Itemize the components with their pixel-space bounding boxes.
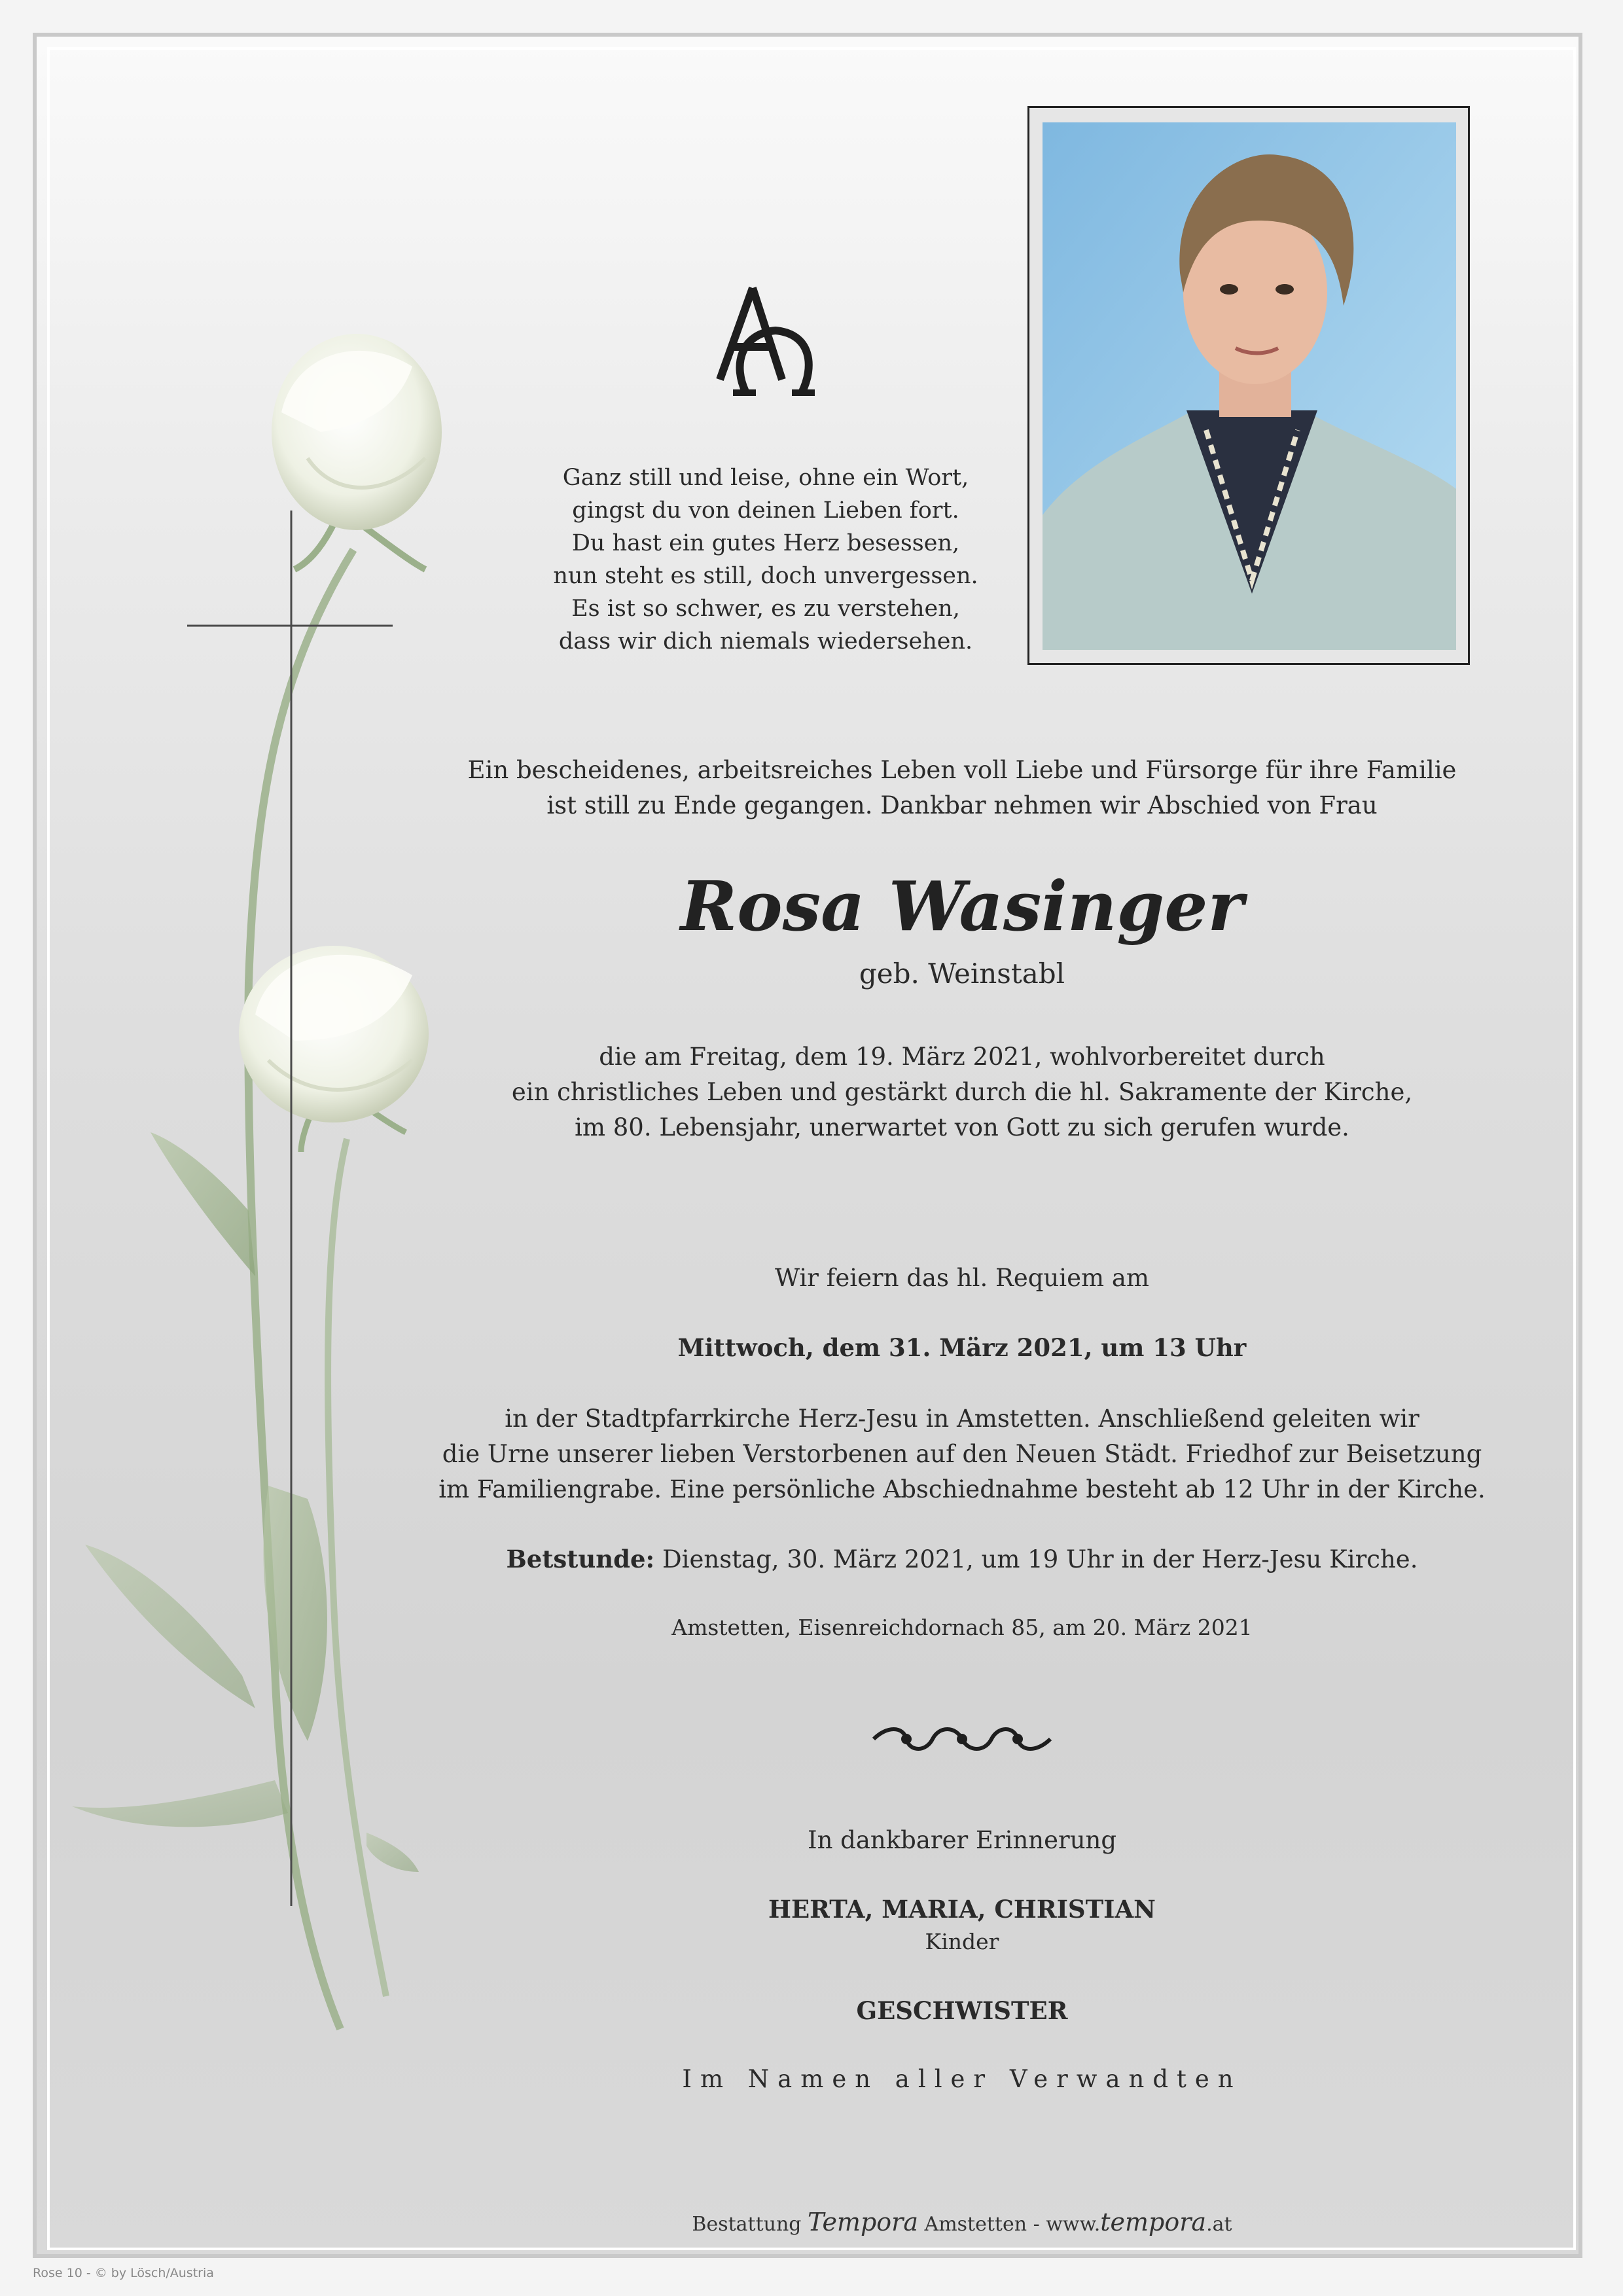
deceased-name: Rosa Wasinger xyxy=(680,866,1244,946)
portrait-photo-frame xyxy=(1027,106,1470,665)
poem xyxy=(484,461,1047,658)
intro-line: ist still zu Ende gegangen. Dankbar nehmen wir Abschied von Frau xyxy=(546,791,1378,819)
requiem-details-line: die Urne unserer lieben Verstorbenen auf den Neuen Städt. Friedhof zur Beisetzung xyxy=(442,1440,1482,1468)
prayer-hour xyxy=(393,1541,1531,1577)
footer-suffix: .at xyxy=(1206,2213,1232,2236)
relatives: Im Namen aller Verwandten xyxy=(682,2065,1242,2093)
requiem-details xyxy=(393,1401,1531,1507)
poem-line: Du hast ein gutes Herz besessen, xyxy=(571,530,960,556)
poem-line: dass wir dich niemals wiedersehen. xyxy=(558,628,973,655)
ornament-divider-icon xyxy=(867,1719,1057,1759)
requiem-details-line: im Familiengrabe. Eine persönliche Abschiednahme besteht ab 12 Uhr in der Kirche. xyxy=(438,1475,1486,1503)
footer-middle: Amstetten - www. xyxy=(918,2213,1101,2236)
death-notice-line: im 80. Lebensjahr, unerwartet von Gott zu sich gerufen wurde. xyxy=(575,1113,1349,1141)
poem-line: nun steht es still, doch unvergessen. xyxy=(553,563,978,589)
death-notice-line: die am Freitag, dem 19. März 2021, wohlvorbereitet durch xyxy=(599,1043,1325,1071)
intro-text xyxy=(393,753,1531,823)
maiden-name: geb. Weinstabl xyxy=(859,958,1065,990)
siblings: GESCHWISTER xyxy=(856,1996,1068,2025)
poem-line: Es ist so schwer, es zu verstehen, xyxy=(571,596,960,622)
death-notice-line: ein christliches Leben und gestärkt durch die hl. Sakramente der Kirche, xyxy=(511,1078,1413,1106)
place-date: Amstetten, Eisenreichdornach 85, am 20. März 2021 xyxy=(671,1615,1253,1640)
alpha-omega-icon xyxy=(707,281,818,399)
prayer-label: Betstunde: xyxy=(506,1545,655,1573)
requiem-intro: Wir feiern das hl. Requiem am xyxy=(775,1264,1149,1292)
rose-cross-illustration xyxy=(59,327,478,2062)
intro-line: Ein bescheidenes, arbeitsreiches Leben voll Liebe und Fürsorge für ihre Familie xyxy=(467,756,1457,784)
poem-line: gingst du von deinen Lieben fort. xyxy=(572,497,959,524)
death-notice xyxy=(393,1039,1531,1145)
footer-brand: Tempora xyxy=(808,2208,918,2236)
requiem-details-line: in der Stadtpfarrkirche Herz-Jesu in Amstetten. Anschließend geleiten wir xyxy=(505,1405,1419,1433)
poem-line: Ganz still und leise, ohne ein Wort, xyxy=(562,465,969,491)
funeral-home-footer xyxy=(393,2208,1531,2239)
copyright: Rose 10 - © by Lösch/Austria xyxy=(33,2266,214,2280)
children-names: HERTA, MARIA, CHRISTIAN xyxy=(768,1895,1156,1924)
children-role: Kinder xyxy=(925,1929,999,1954)
portrait-photo xyxy=(1043,122,1456,650)
requiem-date: Mittwoch, dem 31. März 2021, um 13 Uhr xyxy=(677,1333,1247,1362)
footer-domain-brand: tempora xyxy=(1100,2208,1207,2236)
prayer-text: Dienstag, 30. März 2021, um 19 Uhr in der Herz-Jesu Kirche. xyxy=(654,1545,1418,1573)
remembrance: In dankbarer Erinnerung xyxy=(807,1826,1117,1854)
footer-prefix: Bestattung xyxy=(692,2213,808,2236)
